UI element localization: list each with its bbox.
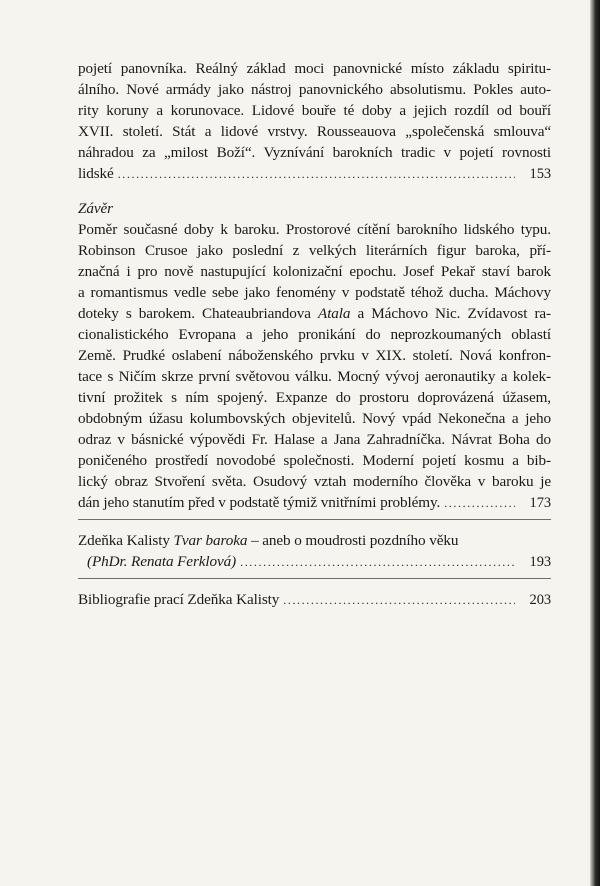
entry-prefix: Zdeňka Kalisty: [78, 532, 174, 549]
dot-leader: [444, 493, 515, 514]
text-line: XVII. století. Stát a lidové vrstvy. Rousseauova „společenská smlouva“: [78, 123, 551, 140]
entry-author: (PhDr. Renata Ferklová): [87, 553, 237, 570]
page-number: 193: [529, 554, 551, 570]
page-edge-shadow: [590, 0, 600, 886]
dot-leader: [240, 552, 515, 573]
text-line: tace s Ničím skrze první světovou válku. Mocný vývoj aeronautiky a kolek-: [78, 368, 551, 385]
text-line: pojetí panovníka. Reálný základ moci panovnické místo základu spiritu-: [78, 60, 551, 77]
toc-entry-line: [78, 163, 551, 184]
text-line: dán jeho stanutím před v podstatě týmiž vnitřními problémy.: [78, 494, 441, 511]
italic-title: Atala: [318, 305, 351, 322]
entry-title-line: [78, 530, 551, 551]
text-line: Robinson Crusoe jako poslední z velkých literárních figur baroka, pří-: [78, 242, 551, 259]
section-zaver: [78, 198, 551, 513]
text-line: odraz v básnické výpovědi Fr. Halase a Jana Zahradníčka. Návrat Boha do: [78, 431, 551, 448]
text-line: značná i pro nově nastupující kolonizační epochu. Josef Pekař staví barok: [78, 263, 551, 280]
divider: [78, 519, 551, 520]
toc-entry-line: [78, 551, 551, 572]
text-line: náhradou za „milost Boží“. Vyznívání barokních tradic v pojetí rovnosti: [78, 144, 551, 161]
section-heading: Závěr: [78, 200, 113, 217]
toc-entry-bibliografie: [78, 589, 551, 610]
text-line: rity koruny a korunovace. Lidové bouře té doby a jejich rozdíl od bouří: [78, 102, 551, 119]
text-line: poničeného prostředí novodobé společnosti. Moderní pojetí kosmu a bib-: [78, 452, 551, 469]
page-number: 153: [529, 166, 551, 182]
text-line: Země. Prudké oslabení náboženského prvku v XIX. století. Nová konfron-: [78, 347, 551, 364]
text-line: lidské: [78, 165, 114, 182]
text-segment: doteky s barokem. Chateaubriandova: [78, 305, 319, 322]
book-title: Tvar baroka: [173, 532, 248, 549]
toc-content: [78, 58, 551, 610]
text-line: obdobným úžasu kolumbovských objevitelů. Nový vpád Nekonečna a jeho: [78, 410, 551, 427]
dot-leader: [118, 164, 515, 185]
dot-leader: [283, 590, 515, 611]
text-line: Poměr současné doby k baroku. Prostorové cítění barokního lidského typu.: [78, 221, 551, 238]
toc-entry-line: [78, 589, 551, 610]
section-continuation: [78, 58, 551, 184]
text-segment: a Máchovo Nic. Zvídavost ra-: [350, 305, 551, 322]
page-number: 203: [529, 592, 551, 608]
toc-entry-kalista: [78, 530, 551, 572]
text-line: a romantismus vedle sebe jako fenomény v podstatě téhož ducha. Máchovy: [78, 284, 551, 301]
divider: [78, 578, 551, 579]
entry-title: Bibliografie prací Zdeňka Kalisty: [78, 591, 280, 608]
toc-entry-line: [78, 492, 551, 513]
text-line: álního. Nové armády jako nástroj panovnického absolutismu. Pokles auto-: [78, 81, 551, 98]
text-line: lický obraz Stvoření světa. Osudový vztah moderního člověka v baroku je: [78, 473, 551, 490]
text-line: tivní prožitek s ním spojený. Expanze do prostoru doprovázená úžasem,: [78, 389, 551, 406]
entry-suffix: – aneb o moudrosti pozdního věku: [247, 532, 459, 549]
page-number: 173: [529, 495, 551, 511]
text-line-with-italic: [78, 303, 551, 324]
text-line: cionalistického Evropana a jeho pronikání do neprozkoumaných oblastí: [78, 326, 551, 343]
